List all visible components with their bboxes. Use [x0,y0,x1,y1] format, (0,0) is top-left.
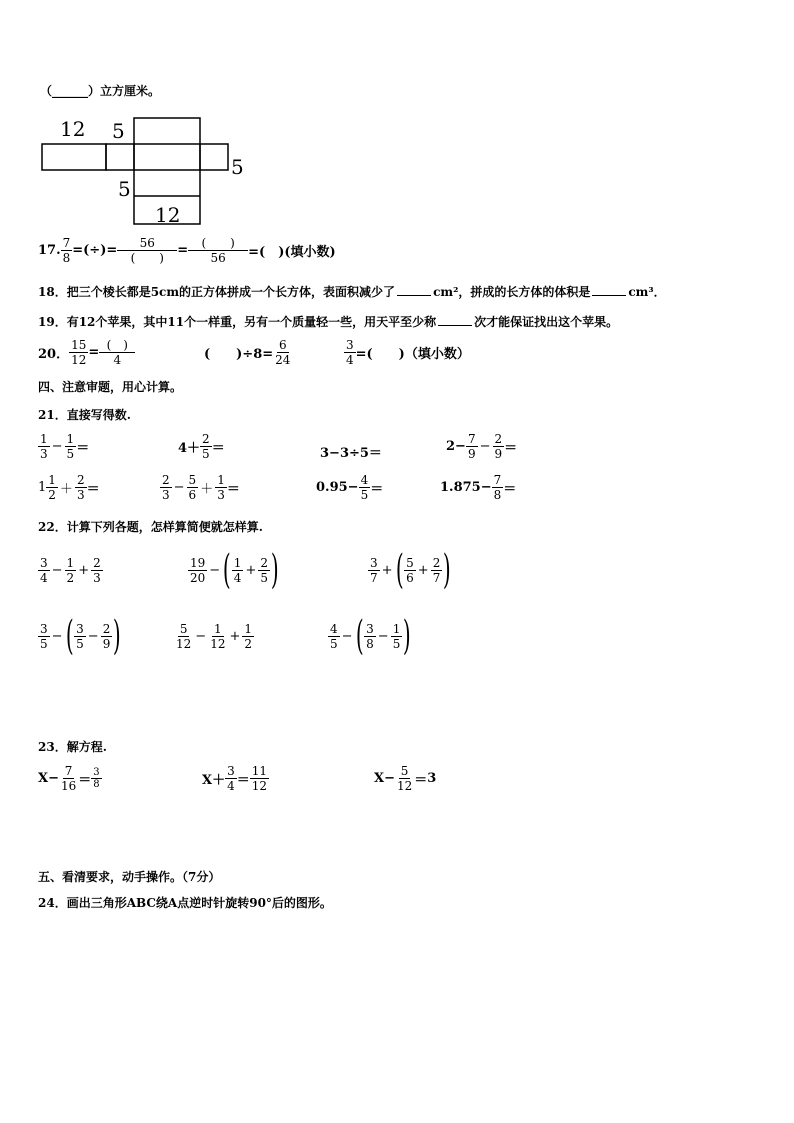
q21-item-4: 2− $\frac{7}{9}$ − $\frac{2}{9}$ ＝ [446,432,518,461]
q23-equation-2: X＋ $\frac{3}{4}$ ＝ $\frac{11}{12}$ [202,764,268,793]
question-19: 19．有12个苹果，其中11个一样重，另有一个质量轻一些，用天平至少称 次才能保证找出这个苹果。 [38,315,619,329]
net-label-12-bottom: 12 [155,203,181,227]
net-face-right [200,144,228,170]
q18-blank-2 [592,284,626,296]
q17-eq1: =(÷)= [72,243,118,258]
q20-fraction-a-rhs: $\frac{( )}{4}$ [99,338,135,367]
net-label-12-top: 12 [60,117,86,141]
question-20-b: ( )÷8= $\frac{6}{24}$ [204,338,291,367]
section-5-heading: 五、看清要求，动手操作。（7分） [38,870,221,884]
q20-fraction-c: $\frac{3}{4}$ [346,338,354,367]
q17-fraction-1: $\frac{7}{8}$ [62,236,71,265]
q17-eq2: = [177,243,189,258]
q17-fraction-2: $\frac{56}{( )}$ [117,236,177,265]
cuboid-net-figure [36,112,256,230]
net-label-5-top: 5 [112,119,125,143]
q21-item-5: 1 $\frac{1}{2}$ ＋ $\frac{2}{3}$ ＝ [38,473,100,502]
q22-expr-2: $\frac{19}{20}$ − ( $\frac{1}{4}$ + $\frac{2}{5}$ ) [190,547,279,593]
q19-blank [438,314,472,326]
q21-item-7: 0.95− $\frac{4}{5}$ ＝ [316,473,384,502]
q18-blank-1 [397,284,431,296]
q22-title: 22．计算下列各题，怎样算简便就怎样算. [38,520,263,534]
q21-item-3: 3−3÷5＝ [320,446,382,461]
question-24: 24．画出三角形ABC绕A点逆时针旋转90°后的图形。 [38,896,332,910]
q21-item-1: $\frac{1}{3}$ − $\frac{1}{5}$ ＝ [40,432,90,461]
q17-number: 17. [38,243,61,258]
answer-line-volume: （______）立方厘米。 [40,84,161,98]
q22-expr-5: $\frac{5}{12}$ − $\frac{1}{12}$ + $\frac{1}{2}$ [176,622,253,651]
question-18: 18．把三个棱长都是5cm的正方体拼成一个长方体，表面积减少了 cm²，拼成的长方体的体积是 cm³． [38,285,666,299]
q22-expr-4: $\frac{3}{5}$ − ( $\frac{3}{5}$ − $\frac{2}{9}$ ) [40,613,122,659]
q22-expr-3: $\frac{3}{7}$ + ( $\frac{5}{6}$ + $\frac{2}{7}$ ) [370,547,452,593]
net-face-small [106,144,134,170]
question-20-c: $\frac{3}{4}$ =( )（填小数） [346,338,470,367]
q21-item-8: 1.875− $\frac{7}{8}$ ＝ [440,473,517,502]
net-label-5-right: 5 [231,155,244,179]
q17-tail: =( )(填小数) [248,245,336,260]
q23-equation-1: X− $\frac{7}{16}$ ＝ $\frac{3}{8}$ [38,764,100,793]
net-label-5-bottom: 5 [118,177,131,201]
q23-equation-3: X− $\frac{5}{12}$ ＝ 3 [374,764,437,793]
question-20: 20． $\frac{15}{12}$ = $\frac{( )}{4}$ [38,338,135,367]
question-17 [38,236,336,265]
section-4-heading: 四、注意审题，用心计算。 [38,380,183,394]
q20-fraction-b: $\frac{6}{24}$ [275,338,291,367]
q17-fraction-3: $\frac{( )}{56}$ [188,236,248,265]
q20-number: 20． [38,347,70,362]
q21-item-6: $\frac{2}{3}$ − $\frac{5}{6}$ ＋ $\frac{1}{3}$ ＝ [162,473,240,502]
q22-expr-1: $\frac{3}{4}$ − $\frac{1}{2}$ + $\frac{2}{3}$ [40,556,101,585]
q22-expr-6: $\frac{4}{5}$ − ( $\frac{3}{8}$ − $\frac{1}{5}$ ) [330,613,412,659]
q21-title: 21．直接写得数. [38,408,131,422]
q23-title: 23．解方程. [38,740,107,754]
q21-item-2: 4＋ $\frac{2}{5}$ ＝ [178,432,225,461]
q20-fraction-a: $\frac{15}{12}$ [71,338,87,367]
net-face-left [42,144,106,170]
